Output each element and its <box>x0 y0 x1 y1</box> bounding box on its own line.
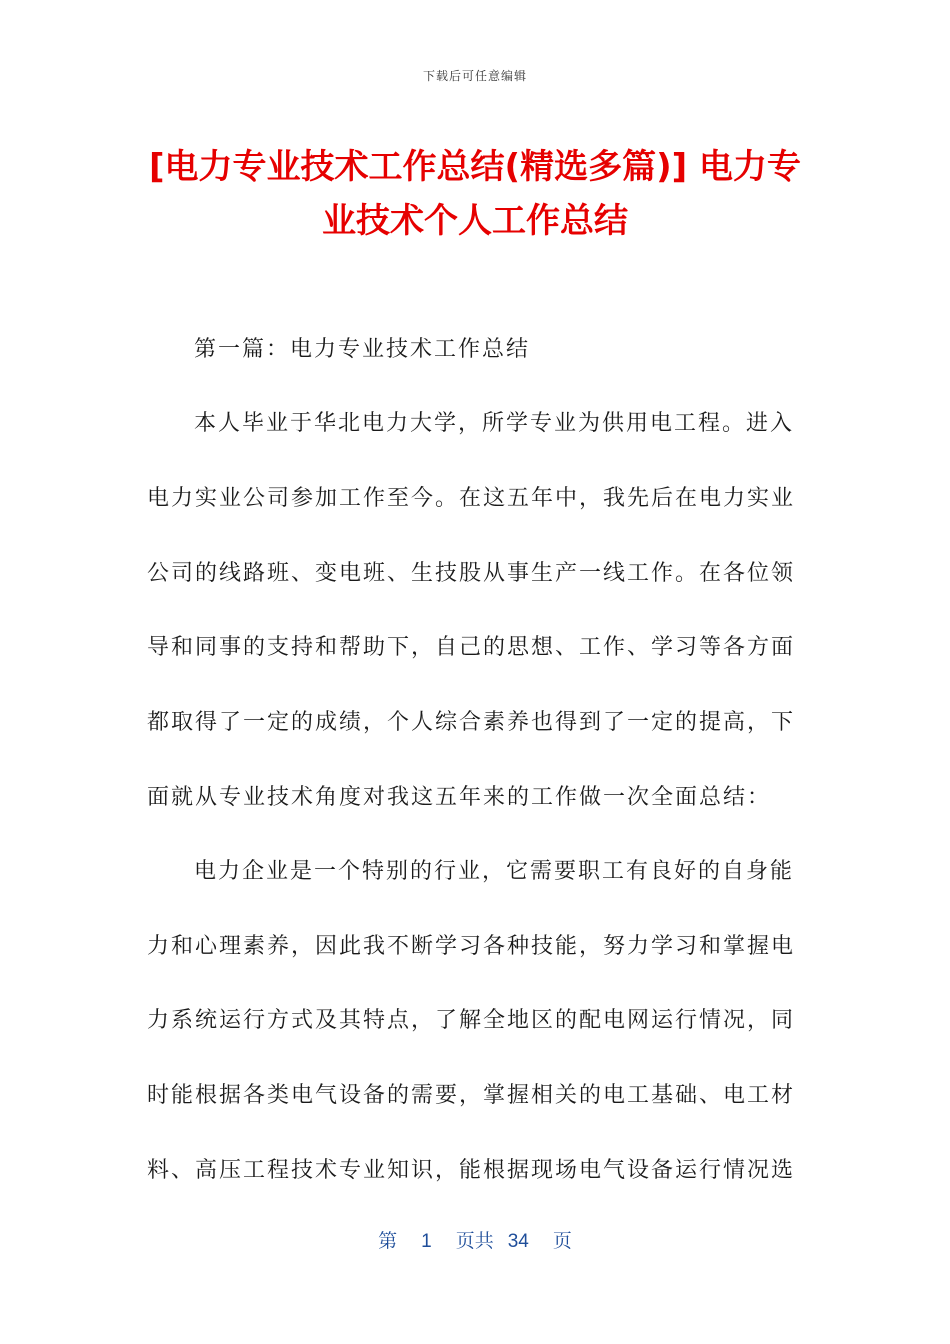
page-number: 1 <box>421 1231 432 1252</box>
total-pages: 34 <box>507 1231 529 1252</box>
document-title <box>140 140 810 248</box>
paragraph-line: 时能根据各类电气设备的需要，掌握相关的电工基础、电工材 <box>147 1083 796 1108</box>
header-note: 下载后可任意编辑 <box>422 69 527 83</box>
paragraph-line: 料、高压工程技术专业知识，能根据现场电气设备运行情况选 <box>147 1158 796 1183</box>
paragraph-line: 面就从专业技术角度对我这五年来的工作做一次全面总结： <box>147 785 772 810</box>
paragraph-line: 本人毕业于华北电力大学，所学专业为供用电工程。进入 <box>194 411 795 436</box>
paragraph-line: 电力企业是一个特别的行业，它需要职工有良好的自身能 <box>194 859 795 884</box>
title-line-2: 业技术个人工作总结 <box>322 201 628 241</box>
footer-mid: 页共 <box>455 1231 494 1252</box>
section-heading: 第一篇：电力专业技术工作总结 <box>194 337 531 362</box>
paragraph-line: 公司的线路班、变电班、生技股从事生产一线工作。在各位领 <box>147 561 796 586</box>
page-footer <box>0 1226 950 1253</box>
paragraph-line: 力和心理素养，因此我不断学习各种技能，努力学习和掌握电 <box>147 934 796 959</box>
paragraph-line: 力系统运行方式及其特点，了解全地区的配电网运行情况，同 <box>147 1008 796 1033</box>
footer-suffix: 页 <box>552 1231 572 1252</box>
paragraph-line: 都取得了一定的成绩，个人综合素养也得到了一定的提高，下 <box>147 710 796 735</box>
paragraph-line: 导和同事的支持和帮助下，自己的思想、工作、学习等各方面 <box>147 635 796 660</box>
title-line-1: [电力专业技术工作总结(精选多篇)] 电力专 <box>149 147 801 187</box>
paragraph-line: 电力实业公司参加工作至今。在这五年中，我先后在电力实业 <box>147 486 796 511</box>
footer-prefix: 第 <box>378 1231 398 1252</box>
